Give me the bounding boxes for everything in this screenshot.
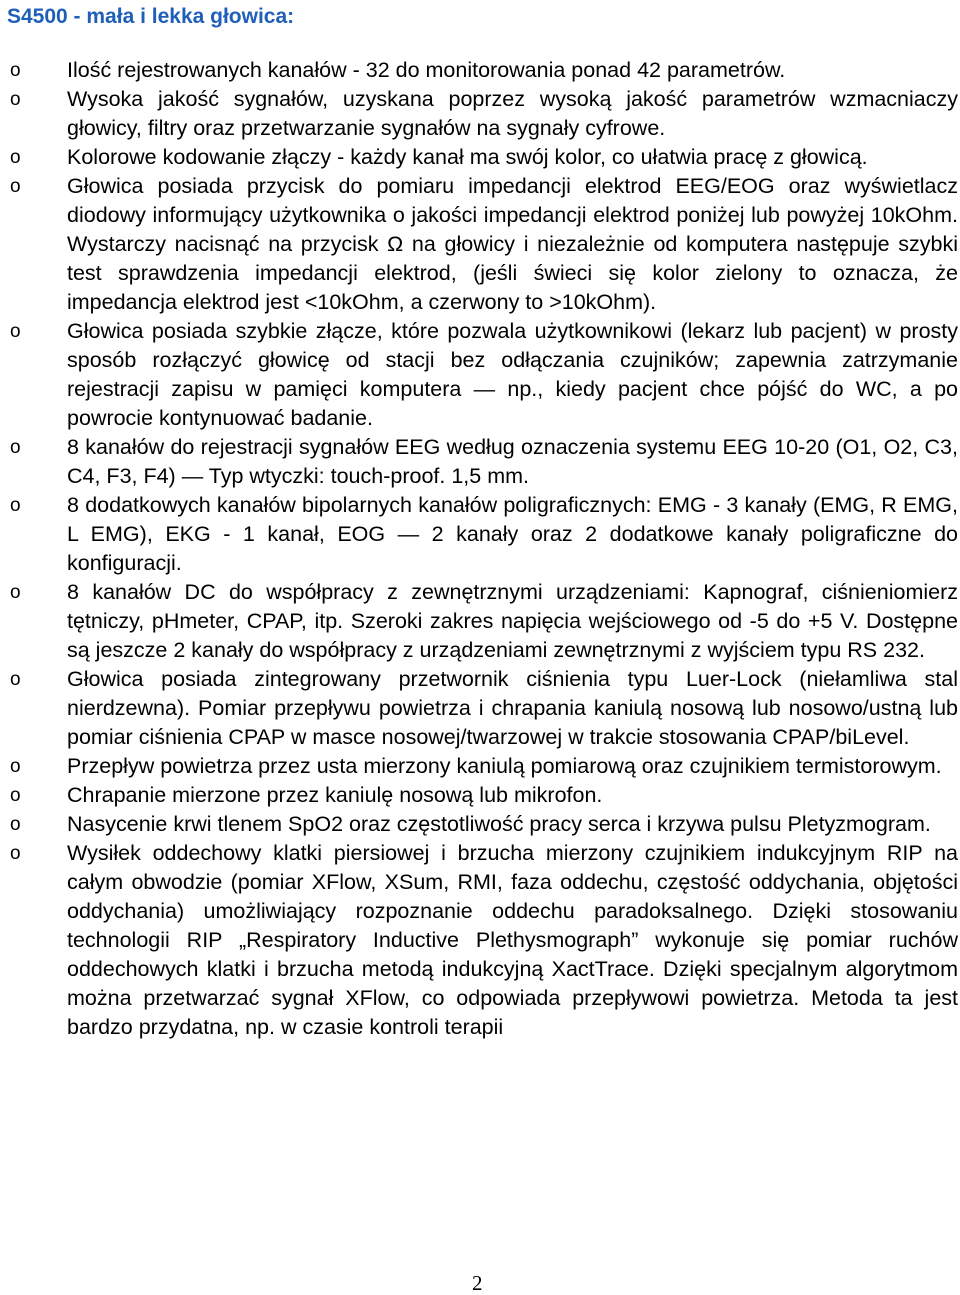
- list-item-text: Głowica posiada szybkie złącze, które pozwala użytkownikowi (lekarz lub pacjent) w prosty sposób rozłączyć głowicę od stacji bez odłączania czujników; zapewnia zatrzymanie rejestracji zapisu w pamięci komputera — np., kiedy pacjent chce pójść do WC, a po powrocie kontynuować badanie.: [67, 319, 958, 430]
- list-item-text: Chrapanie mierzone przez kaniulę nosową lub mikrofon.: [67, 783, 603, 807]
- bullet-icon: o: [10, 814, 21, 835]
- list-item: [0, 665, 960, 752]
- bullet-icon: o: [10, 437, 21, 458]
- list-item: [0, 143, 960, 172]
- list-item-text: Nasycenie krwi tlenem SpO2 oraz częstotliwość pracy serca i krzywa pulsu Pletyzmogram.: [67, 812, 931, 836]
- bullet-icon: o: [10, 176, 21, 197]
- bullet-icon: o: [10, 669, 21, 690]
- list-item-text: 8 dodatkowych kanałów bipolarnych kanałów poligraficznych: EMG - 3 kanały (EMG, R EMG, L EMG), EKG - 1 kanał, EOG — 2 kanały oraz 2 dodatkowe kanały poligraficzne do konfiguracji.: [67, 493, 958, 575]
- list-item: [0, 172, 960, 317]
- bullet-icon: o: [10, 321, 21, 342]
- list-item-text: Przepływ powietrza przez usta mierzony kaniulą pomiarową oraz czujnikiem termistorowym.: [67, 754, 942, 778]
- page-number: 2: [472, 1271, 483, 1295]
- list-item-text: Wysoka jakość sygnałów, uzyskana poprzez wysoką jakość parametrów wzmacniaczy głowicy, filtry oraz przetwarzanie sygnałów na sygnały cyfrowe.: [67, 87, 958, 140]
- list-item: [0, 752, 960, 781]
- list-item: [0, 578, 960, 665]
- bullet-icon: o: [10, 785, 21, 806]
- list-item: [0, 810, 960, 839]
- list-item-text: Głowica posiada zintegrowany przetwornik ciśnienia typu Luer-Lock (niełamliwa stal nierdzewna). Pomiar przepływu powietrza i chrapania kaniulą nosową lub nosowo/ustną lub pomiar ciśnienia CPAP w masce nosowej/twarzowej w trakcie stosowania CPAP/biLevel.: [67, 667, 958, 749]
- bullet-icon: o: [10, 843, 21, 864]
- list-item: [0, 433, 960, 491]
- list-item: [0, 85, 960, 143]
- list-item-text: 8 kanałów DC do współpracy z zewnętrznymi urządzeniami: Kapnograf, ciśnieniomierz tętniczy, pHmeter, CPAP, itp. Szeroki zakres napięcia wejściowego od -5 do +5 V. Dostępne są jeszcze 2 kanały do współpracy z urządzeniami zewnętrznymi z wyjściem typu RS 232.: [67, 580, 958, 662]
- list-item: [0, 839, 960, 1042]
- list-item-text: Głowica posiada przycisk do pomiaru impedancji elektrod EEG/EOG oraz wyświetlacz diodowy informujący użytkownika o jakości impedancji elektrod poniżej lub powyżej 10kOhm. Wystarczy nacisnąć na przycisk Ω na głowicy i niezależnie od komputera następuje szybki test sprawdzenia impedancji elektrod, (jeśli świeci się kolor zielony to oznacza, że impedancja elektrod jest <10kOhm, a czerwony to >10kOhm).: [67, 174, 958, 314]
- bullet-icon: o: [10, 756, 21, 777]
- bullet-icon: o: [10, 582, 21, 603]
- list-item: [0, 491, 960, 578]
- list-item-text: Ilość rejestrowanych kanałów - 32 do monitorowania ponad 42 parametrów.: [67, 58, 786, 82]
- feature-list: [0, 56, 960, 1042]
- list-item-text: Wysiłek oddechowy klatki piersiowej i brzucha mierzony czujnikiem indukcyjnym RIP na całym obwodzie (pomiar XFlow, XSum, RMI, faza oddechu, częstość oddychania, objętości oddychania) umożliwiający rozpoznanie oddechu paradoksalnego. Dzięki stosowaniu technologii RIP „Respiratory Inductive Plethysmograph” wykonuje się pomiar ruchów oddechowych klatki i brzucha metodą indukcyjną XactTrace. Dzięki specjalnym algorytmom można przetwarzać sygnał XFlow, co odpowiada przepływowi powietrza. Metoda ta jest bardzo przydatna, np. w czasie kontroli terapii: [67, 841, 958, 1039]
- bullet-icon: o: [10, 89, 21, 110]
- bullet-icon: o: [10, 147, 21, 168]
- list-item: [0, 317, 960, 433]
- list-item: [0, 781, 960, 810]
- list-item-text: 8 kanałów do rejestracji sygnałów EEG według oznaczenia systemu EEG 10-20 (O1, O2, C3, C4, F3, F4) — Typ wtyczki: touch-proof. 1,5 mm.: [67, 435, 958, 488]
- list-item-text: Kolorowe kodowanie złączy - każdy kanał ma swój kolor, co ułatwia pracę z głowicą.: [67, 145, 868, 169]
- page-title: S4500 - mała i lekka głowica:: [7, 5, 295, 28]
- bullet-icon: o: [10, 60, 21, 81]
- bullet-icon: o: [10, 495, 21, 516]
- list-item: [0, 56, 960, 85]
